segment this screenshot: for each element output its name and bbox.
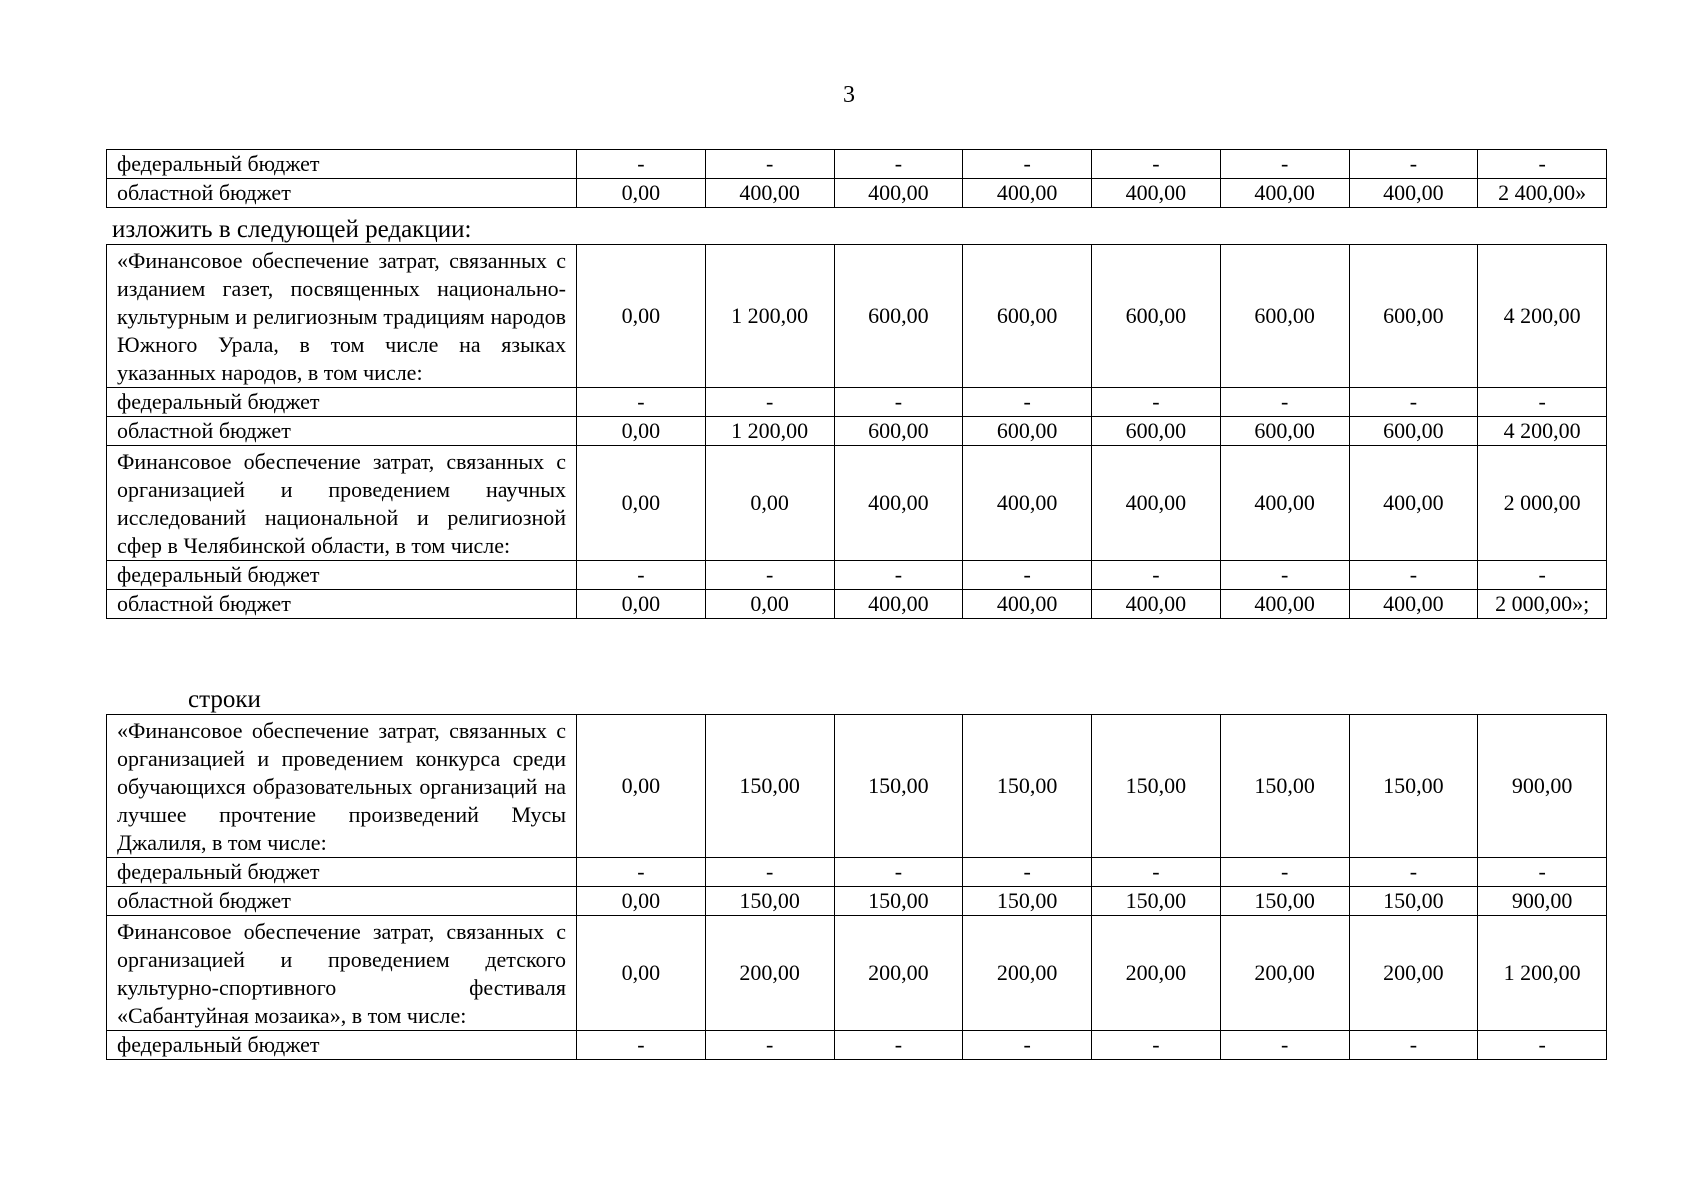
- cell-value: -: [1092, 858, 1221, 887]
- cell-value: 400,00: [1349, 446, 1478, 561]
- cell-value: -: [1092, 388, 1221, 417]
- row-label: «Финансовое обеспечение затрат, связанных с организацией и проведением конкурса среди обучающихся образовательных организаций на лучшее прочтение произведений Мусы Джалиля, в том числе:: [107, 715, 577, 858]
- cell-value: 400,00: [963, 446, 1092, 561]
- cell-value: -: [834, 858, 963, 887]
- cell-value: -: [1220, 858, 1349, 887]
- row-label: областной бюджет: [107, 417, 577, 446]
- cell-value: 0,00: [577, 715, 706, 858]
- cell-value: 400,00: [1349, 590, 1478, 619]
- table-row: [107, 1031, 1607, 1060]
- cell-value: 600,00: [1092, 245, 1221, 388]
- table-row: [107, 715, 1607, 858]
- row-label: федеральный бюджет: [107, 858, 577, 887]
- cell-value: 4 200,00: [1478, 417, 1607, 446]
- cell-value: 400,00: [1220, 590, 1349, 619]
- cell-value: -: [705, 858, 834, 887]
- cell-value: -: [1349, 1031, 1478, 1060]
- cell-value: -: [1349, 561, 1478, 590]
- cell-value: -: [1220, 1031, 1349, 1060]
- cell-value: 0,00: [577, 446, 706, 561]
- cell-value: -: [1349, 858, 1478, 887]
- cell-value: 150,00: [834, 887, 963, 916]
- table-row: [107, 590, 1607, 619]
- cell-value: -: [834, 150, 963, 179]
- cell-value: 400,00: [963, 179, 1092, 208]
- cell-value: -: [1220, 150, 1349, 179]
- cell-value: -: [1478, 858, 1607, 887]
- cell-value: 400,00: [705, 179, 834, 208]
- cell-value: 200,00: [963, 916, 1092, 1031]
- cell-value: 150,00: [705, 887, 834, 916]
- cell-value: 200,00: [834, 916, 963, 1031]
- cell-value: -: [1092, 1031, 1221, 1060]
- cell-value: 200,00: [1349, 916, 1478, 1031]
- cell-value: -: [1220, 388, 1349, 417]
- row-label: федеральный бюджет: [107, 561, 577, 590]
- table-row: [107, 916, 1607, 1031]
- table-row: [107, 245, 1607, 388]
- row-label: федеральный бюджет: [107, 150, 577, 179]
- cell-value: 0,00: [577, 590, 706, 619]
- cell-value: 150,00: [1349, 715, 1478, 858]
- cell-value: 600,00: [1220, 245, 1349, 388]
- cell-value: -: [1092, 561, 1221, 590]
- cell-value: -: [1092, 150, 1221, 179]
- row-label: областной бюджет: [107, 887, 577, 916]
- cell-value: 400,00: [1092, 590, 1221, 619]
- instruction-heading: строки: [188, 686, 261, 713]
- cell-value: 600,00: [1092, 417, 1221, 446]
- table-row: [107, 858, 1607, 887]
- cell-value: 600,00: [834, 245, 963, 388]
- cell-value: -: [963, 388, 1092, 417]
- cell-value: -: [705, 150, 834, 179]
- cell-value: 0,00: [577, 417, 706, 446]
- cell-value: 4 200,00: [1478, 245, 1607, 388]
- cell-value: 150,00: [1220, 887, 1349, 916]
- cell-value: -: [963, 1031, 1092, 1060]
- cell-value: -: [1220, 561, 1349, 590]
- row-label: федеральный бюджет: [107, 388, 577, 417]
- cell-value: -: [705, 388, 834, 417]
- cell-value: -: [577, 388, 706, 417]
- cell-value: 400,00: [834, 590, 963, 619]
- cell-value: 0,00: [577, 179, 706, 208]
- cell-value: -: [963, 150, 1092, 179]
- cell-value: -: [577, 858, 706, 887]
- cell-value: 0,00: [577, 916, 706, 1031]
- cell-value: 0,00: [705, 590, 834, 619]
- cell-value: -: [1478, 561, 1607, 590]
- row-label: Финансовое обеспечение затрат, связанных с организацией и проведением научных исследований национальной и религиозной сфер в Челябинской области, в том числе:: [107, 446, 577, 561]
- cell-value: 150,00: [963, 715, 1092, 858]
- cell-value: 0,00: [705, 446, 834, 561]
- cell-value: -: [834, 561, 963, 590]
- budget-table-1: [106, 149, 1607, 208]
- cell-value: 400,00: [963, 590, 1092, 619]
- cell-value: 0,00: [577, 887, 706, 916]
- table-row: [107, 417, 1607, 446]
- cell-value: 600,00: [1220, 417, 1349, 446]
- cell-value: 150,00: [705, 715, 834, 858]
- cell-value: 600,00: [1349, 245, 1478, 388]
- cell-value: -: [963, 858, 1092, 887]
- cell-value: -: [705, 561, 834, 590]
- table-row: [107, 446, 1607, 561]
- instruction-heading: изложить в следующей редакции:: [112, 216, 472, 243]
- cell-value: 150,00: [1220, 715, 1349, 858]
- cell-value: 200,00: [1220, 916, 1349, 1031]
- cell-value: 150,00: [1092, 887, 1221, 916]
- cell-value: -: [1478, 1031, 1607, 1060]
- cell-value: 1 200,00: [705, 417, 834, 446]
- cell-value: -: [577, 1031, 706, 1060]
- cell-value: -: [577, 150, 706, 179]
- cell-value: 0,00: [577, 245, 706, 388]
- table-row: [107, 887, 1607, 916]
- row-label: федеральный бюджет: [107, 1031, 577, 1060]
- cell-value: 400,00: [1220, 446, 1349, 561]
- cell-value: 150,00: [963, 887, 1092, 916]
- cell-value: -: [834, 1031, 963, 1060]
- cell-value: 2 000,00: [1478, 446, 1607, 561]
- cell-value: 900,00: [1478, 887, 1607, 916]
- cell-value: 1 200,00: [705, 245, 834, 388]
- row-label: Финансовое обеспечение затрат, связанных с организацией и проведением детского культурно-спортивного фестиваля «Сабантуйная мозаика», в том числе:: [107, 916, 577, 1031]
- cell-value: -: [1478, 388, 1607, 417]
- table-row: [107, 388, 1607, 417]
- cell-value: 150,00: [834, 715, 963, 858]
- cell-value: 600,00: [963, 417, 1092, 446]
- cell-value: 400,00: [1092, 446, 1221, 561]
- cell-value: 1 200,00: [1478, 916, 1607, 1031]
- cell-value: -: [1478, 150, 1607, 179]
- budget-table-3: [106, 714, 1607, 1060]
- cell-value: -: [705, 1031, 834, 1060]
- table-row: [107, 150, 1607, 179]
- table-row: [107, 561, 1607, 590]
- cell-value: 200,00: [1092, 916, 1221, 1031]
- cell-value: 400,00: [1092, 179, 1221, 208]
- page-number: 3: [843, 82, 855, 108]
- cell-value: 2 400,00»: [1478, 179, 1607, 208]
- cell-value: 900,00: [1478, 715, 1607, 858]
- cell-value: -: [1349, 150, 1478, 179]
- cell-value: -: [834, 388, 963, 417]
- row-label: областной бюджет: [107, 590, 577, 619]
- cell-value: 400,00: [834, 179, 963, 208]
- cell-value: 600,00: [1349, 417, 1478, 446]
- cell-value: 600,00: [834, 417, 963, 446]
- budget-table-2: [106, 244, 1607, 619]
- row-label: «Финансовое обеспечение затрат, связанных с изданием газет, посвященных национально-культурным и религиозным традициям народов Южного Урала, в том числе на языках указанных народов, в том числе:: [107, 245, 577, 388]
- cell-value: -: [577, 561, 706, 590]
- table-row: [107, 179, 1607, 208]
- cell-value: 600,00: [963, 245, 1092, 388]
- cell-value: 400,00: [1349, 179, 1478, 208]
- cell-value: 150,00: [1092, 715, 1221, 858]
- cell-value: 200,00: [705, 916, 834, 1031]
- cell-value: -: [1349, 388, 1478, 417]
- cell-value: 400,00: [834, 446, 963, 561]
- cell-value: 400,00: [1220, 179, 1349, 208]
- cell-value: -: [963, 561, 1092, 590]
- cell-value: 150,00: [1349, 887, 1478, 916]
- row-label: областной бюджет: [107, 179, 577, 208]
- cell-value: 2 000,00»;: [1478, 590, 1607, 619]
